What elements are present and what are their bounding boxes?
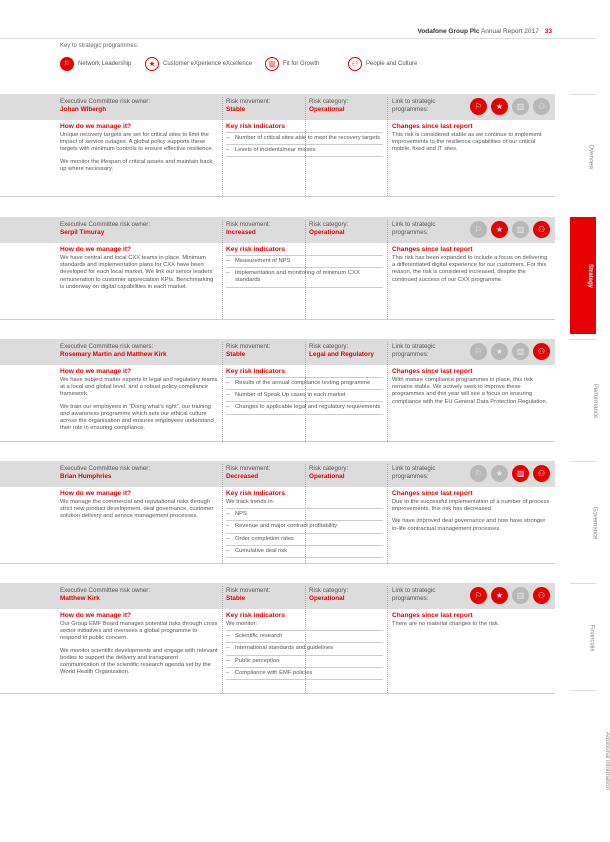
kri-item: – Number of critical sites able to meet the recovery targets — [226, 132, 383, 145]
how-text: We train our employees in “Doing what’s right”, our training and awareness programme which sets our ethical culture across the organisation and ensures employees understand their role in ensuring compliance. — [60, 403, 214, 432]
risk-owner: Serpil Timuray — [60, 229, 105, 236]
link-label: Link to strategic programmes: — [392, 98, 436, 113]
column-divider — [387, 342, 388, 441]
kri-item: – International standards and guidelines — [226, 643, 383, 655]
changes-text: There are no material changes to the risk. — [392, 621, 500, 627]
strategic-links — [470, 465, 550, 482]
column-divider — [387, 464, 388, 563]
movement-label: Risk movement: — [226, 98, 271, 105]
strategic-links — [470, 587, 550, 604]
section-tab-performance[interactable] — [570, 339, 599, 462]
how-text: We have subject matter experts in legal and regulatory teams at a local and global level, and a robust policy compliance framework. — [60, 377, 218, 398]
header-divider — [0, 38, 596, 39]
kri-item: – Results of the annual compliance testing programme — [226, 377, 383, 390]
kri-column — [226, 368, 383, 415]
growth-icon: ▥ — [512, 98, 529, 115]
kri-column — [226, 490, 383, 558]
kri-heading: Key risk indicators — [226, 246, 286, 253]
kri-column — [226, 246, 383, 288]
key-customer-experience: ★ Customer eXperience eXcellence — [145, 57, 252, 71]
growth-icon: ▥ — [265, 57, 279, 71]
kri-item: – Compliance with EMF policies — [226, 668, 383, 680]
kri-column — [226, 612, 383, 680]
changes-heading: Changes since last report — [392, 490, 473, 497]
kri-intro: We track trends in: — [226, 499, 275, 505]
changes-column — [392, 246, 550, 289]
risk-movement: Stable — [226, 595, 246, 602]
block-divider — [0, 563, 555, 564]
tower-icon: ⚐ — [470, 465, 487, 482]
block-divider — [0, 693, 555, 694]
kri-item: – Levels of incidents/near misses — [226, 145, 383, 157]
people-icon: ⚇ — [533, 98, 550, 115]
kri-item: – Public perception — [226, 656, 383, 668]
risk-owner: Rosemary Martin and Matthew Kirk — [60, 351, 167, 358]
column-divider — [222, 342, 223, 441]
section-tab-overview[interactable] — [570, 94, 596, 218]
category-label: Risk category: — [309, 587, 349, 594]
column-divider — [222, 97, 223, 196]
movement-label: Risk movement: — [226, 465, 271, 472]
kri-heading: Key risk indicators — [226, 123, 286, 130]
owner-label: Executive Committee risk owners: — [60, 343, 154, 350]
growth-icon: ▥ — [512, 465, 529, 482]
tower-icon: ⚐ — [470, 343, 487, 360]
section-tab-financials[interactable] — [570, 583, 596, 691]
how-text: Unique recovery targets are set for critical sites to limit the impact of service outages. A global policy supports these targets with minimum controls to ensure effective resilience. — [60, 132, 214, 153]
star-icon: ★ — [491, 98, 508, 115]
risk-header-band — [0, 583, 555, 609]
how-heading: How do we manage it? — [60, 246, 132, 253]
category-label: Risk category: — [309, 221, 349, 228]
owner-label: Executive Committee risk owner: — [60, 465, 151, 472]
strategic-links — [470, 221, 550, 238]
star-icon: ★ — [491, 221, 508, 238]
kri-list — [226, 255, 383, 288]
column-divider — [222, 220, 223, 319]
section-tab-label: Financials — [588, 623, 595, 652]
key-network-leadership: ⚐ Network Leadership — [60, 57, 131, 71]
strategic-links — [470, 343, 550, 360]
tower-icon: ⚐ — [470, 98, 487, 115]
risk-category: Operational — [309, 229, 345, 236]
kri-list — [226, 377, 383, 415]
how-text: We have central and local CXX teams in place. Minimum standards and implementation plans for CXX have been developed for each local market. We link our senior leaders’ remuneration to customer appreciation KPIs. Benchmarking is underway on digital capabilities in each market. — [60, 255, 214, 290]
tower-icon: ⚐ — [470, 587, 487, 604]
how-text: We manage the commercial and reputational risks through strict new product development, deal governance, customer solution delivery and service management processes. — [60, 499, 214, 520]
how-column — [60, 246, 218, 296]
how-column — [60, 490, 218, 526]
kri-intro: We monitor: — [226, 621, 258, 627]
risk-header-band — [0, 94, 555, 120]
kri-heading: Key risk indicators — [226, 368, 286, 375]
changes-heading: Changes since last report — [392, 368, 473, 375]
running-header: Vodafone Group Plc Annual Report 2017 33 — [417, 28, 552, 35]
how-heading: How do we manage it? — [60, 123, 132, 130]
link-label: Link to strategic programmes: — [392, 343, 436, 358]
changes-text: With mature compliance programmes in place, this risk remains stable. We actively seek to improve these programmes and this year will see a focus on ensuring compliance with the EU General Data Protection Regulation. — [392, 377, 548, 405]
changes-column — [392, 368, 550, 411]
star-icon: ★ — [491, 465, 508, 482]
section-tab-label: Additional information — [603, 732, 610, 790]
how-heading: How do we manage it? — [60, 612, 132, 619]
risk-category: Operational — [309, 106, 345, 113]
owner-label: Executive Committee risk owner: — [60, 98, 151, 105]
tower-icon: ⚐ — [60, 57, 74, 71]
owner-label: Executive Committee risk owner: — [60, 221, 151, 228]
risk-owner: Matthew Kirk — [60, 595, 100, 602]
star-icon: ★ — [145, 57, 159, 71]
risk-category: Legal and Regulatory — [309, 351, 374, 358]
how-column — [60, 612, 218, 681]
movement-label: Risk movement: — [226, 587, 271, 594]
changes-text: Due to the successful implementation of a number of process improvements, this risk has decreased. — [392, 499, 550, 513]
how-heading: How do we manage it? — [60, 368, 132, 375]
how-column — [60, 368, 218, 437]
movement-label: Risk movement: — [226, 221, 271, 228]
section-tab-label: Overview — [587, 143, 594, 170]
growth-icon: ▥ — [512, 587, 529, 604]
people-icon: ⚇ — [533, 587, 550, 604]
risk-header-band — [0, 217, 555, 243]
how-text: We monitor scientific developments and engage with relevant bodies to support the delivery and transparent communication of the scientific research agenda set by the World Health Organization. — [60, 647, 218, 676]
kri-item: – Scientific research — [226, 630, 383, 643]
link-label: Link to strategic programmes: — [392, 587, 436, 602]
link-label: Link to strategic programmes: — [392, 221, 436, 236]
risk-owner: Johan Wibergh — [60, 106, 107, 113]
block-divider — [0, 319, 555, 320]
kri-heading: Key risk indicators — [226, 612, 286, 619]
strategic-links — [470, 98, 550, 115]
kri-list — [226, 132, 383, 157]
kri-list — [226, 508, 383, 558]
how-text: Our Group EMF Board manages potential risks through cross sector initiatives and oversees a global programme to respond to public concern. — [60, 621, 218, 642]
kri-column — [226, 123, 383, 157]
people-icon: ⚇ — [533, 343, 550, 360]
changes-text: This risk has been expanded to include a focus on delivering a differentiated digital experience for our customers. For this reason, the risk is considered increased, despite the continued success of our CXX programme. — [392, 255, 548, 283]
tower-icon: ⚐ — [470, 221, 487, 238]
column-divider — [387, 220, 388, 319]
category-label: Risk category: — [309, 465, 349, 472]
risk-header-band — [0, 461, 555, 487]
risk-movement: Decreased — [226, 473, 259, 480]
changes-column — [392, 612, 550, 633]
changes-text: We have improved deal governance and now have stronger in-life contractual management processes. — [392, 518, 546, 532]
section-tab-additional-information[interactable] — [570, 690, 610, 831]
risk-category: Operational — [309, 595, 345, 602]
movement-label: Risk movement: — [226, 343, 271, 350]
kri-item: – Number of Speak Up cases in each market — [226, 390, 383, 402]
risk-header-band — [0, 339, 555, 365]
risk-movement: Stable — [226, 351, 246, 358]
category-label: Risk category: — [309, 98, 349, 105]
kri-item: – Changes to applicable legal and regulatory requirements — [226, 402, 383, 414]
changes-heading: Changes since last report — [392, 246, 473, 253]
kri-item: – Measurement of NPS — [226, 255, 383, 268]
column-divider — [387, 586, 388, 693]
growth-icon: ▥ — [512, 221, 529, 238]
how-column — [60, 123, 218, 178]
section-tab-governance[interactable] — [570, 461, 596, 584]
changes-heading: Changes since last report — [392, 612, 473, 619]
block-divider — [0, 196, 555, 197]
people-icon: ⚇ — [533, 221, 550, 238]
section-tab-label: Strategy — [587, 263, 594, 288]
key-people-and-culture: ⚇ People and Culture — [348, 57, 417, 71]
people-icon: ⚇ — [533, 465, 550, 482]
link-label: Link to strategic programmes: — [392, 465, 436, 480]
owner-label: Executive Committee risk owner: — [60, 587, 151, 594]
risk-owner: Brian Humphries — [60, 473, 112, 480]
kri-item: – NPS — [226, 508, 383, 521]
key-fit-for-growth: ▥ Fit for Growth — [265, 57, 319, 71]
kri-list — [226, 630, 383, 680]
kri-item: – Order completion rates — [226, 534, 383, 546]
changes-column — [392, 123, 550, 159]
kri-heading: Key risk indicators — [226, 490, 286, 497]
column-divider — [222, 464, 223, 563]
how-text: We monitor the lifespan of critical assets and maintain back up where necessary. — [60, 158, 213, 172]
risk-movement: Increased — [226, 229, 256, 236]
kri-item: – Cumulative deal risk — [226, 546, 383, 558]
key-title: Key to strategic programmes: — [60, 43, 139, 49]
kri-item: – Implementation and monitoring of minimum CXX standards — [226, 268, 383, 287]
star-icon: ★ — [491, 343, 508, 360]
changes-column — [392, 490, 550, 538]
people-icon: ⚇ — [348, 57, 362, 71]
column-divider — [222, 586, 223, 693]
section-tab-strategy[interactable] — [570, 217, 596, 334]
risk-movement: Stable — [226, 106, 246, 113]
changes-text: This risk is considered stable as we continue to implement improvements to the resilience capabilities of our critical mobile, fixed and IT sites. — [392, 132, 542, 153]
changes-heading: Changes since last report — [392, 123, 473, 130]
kri-item: – Revenue and major contract profitability — [226, 521, 383, 533]
section-tab-label: Performance — [592, 383, 599, 419]
risk-category: Operational — [309, 473, 345, 480]
section-tab-label: Governance — [591, 506, 598, 540]
column-divider — [387, 97, 388, 196]
page-number: 33 — [544, 28, 552, 35]
block-divider — [0, 441, 555, 442]
star-icon: ★ — [491, 587, 508, 604]
category-label: Risk category: — [309, 343, 349, 350]
growth-icon: ▥ — [512, 343, 529, 360]
how-heading: How do we manage it? — [60, 490, 132, 497]
